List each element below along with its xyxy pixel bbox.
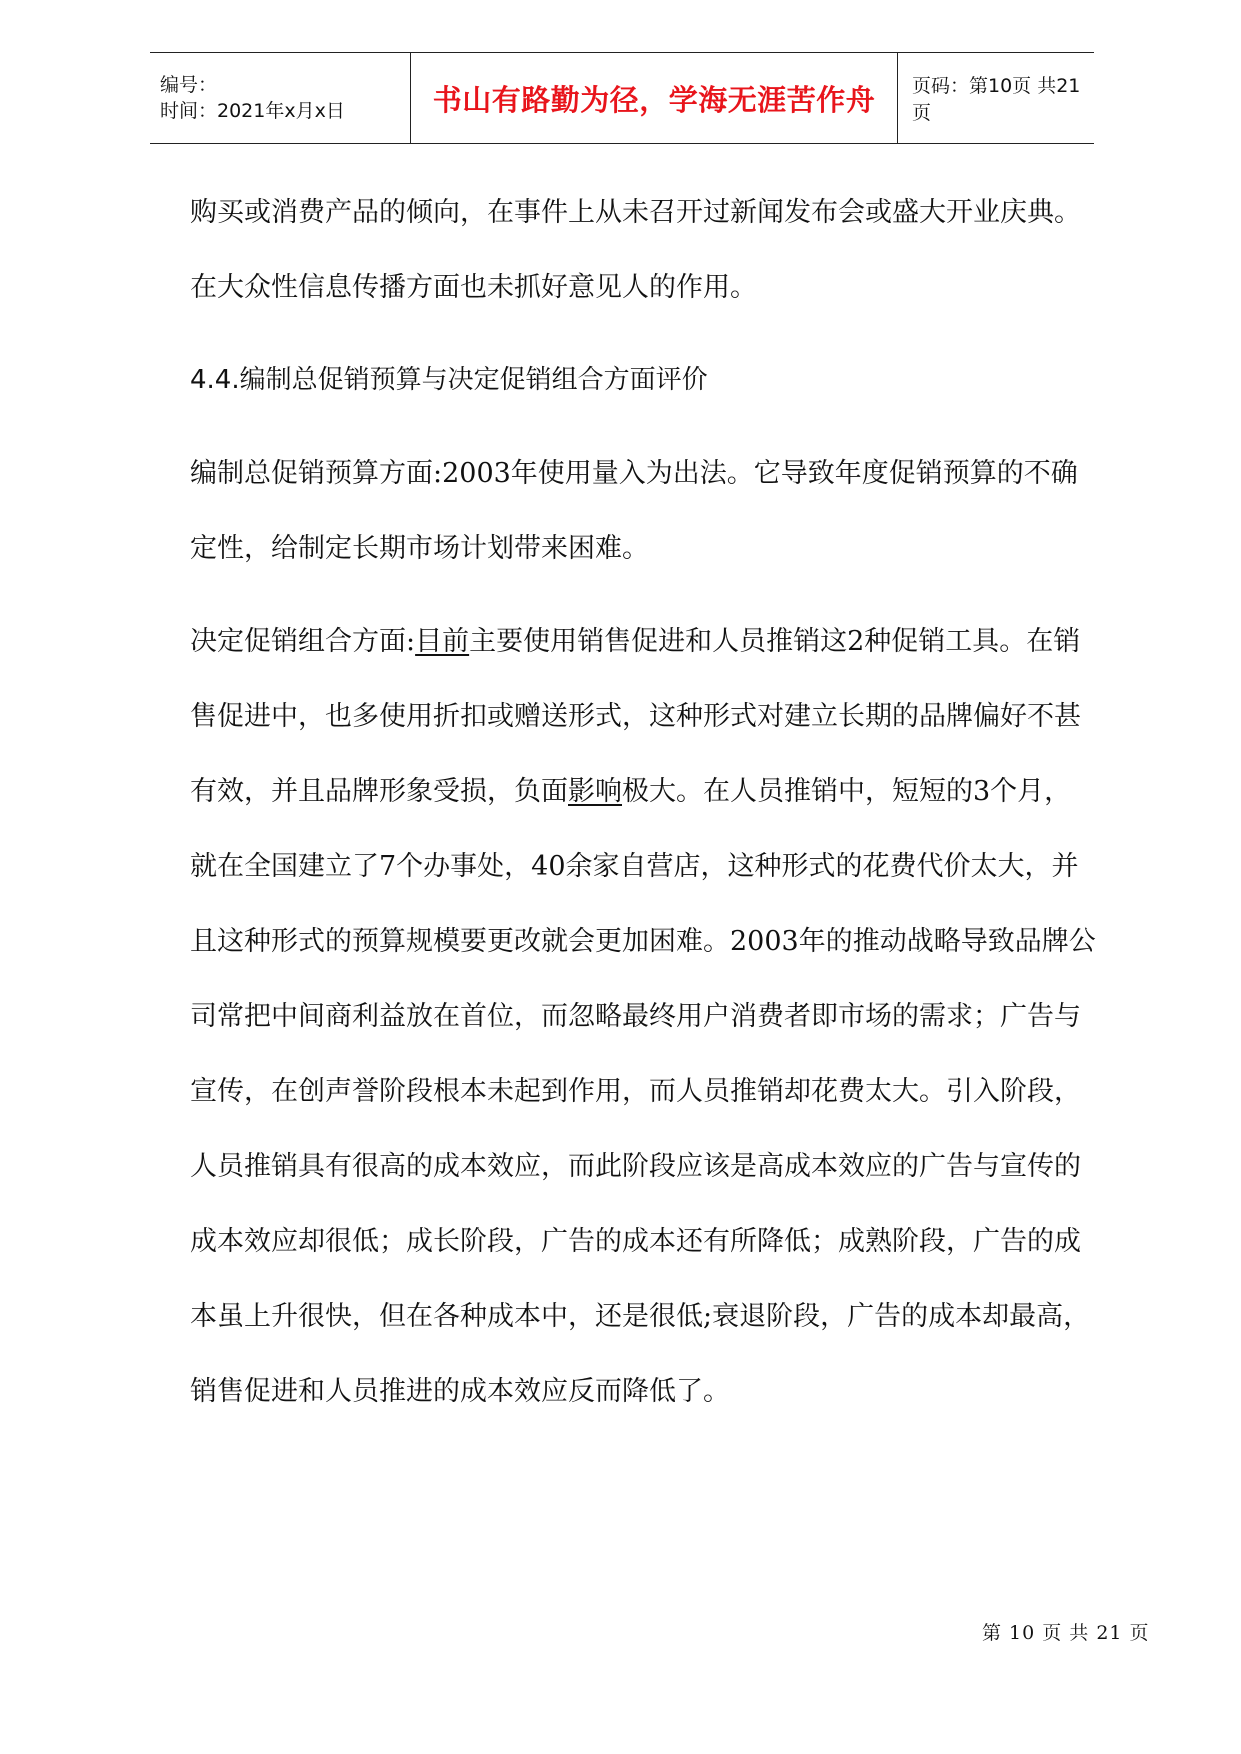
- section-heading: 4.4.编制总促销预算与决定促销组合方面评价: [190, 365, 708, 395]
- body-line: 销售促进和人员推进的成本效应反而降低了。: [190, 1376, 730, 1407]
- body-text: 有效，并且品牌形象受损，负面: [190, 776, 568, 807]
- underlined-text: 目前: [415, 626, 470, 657]
- body-line: 编制总促销预算方面:2003年使用量入为出法。它导致年度促销预算的不确: [190, 458, 1078, 489]
- underlined-text: 影响: [568, 776, 622, 807]
- document-time-label: 时间：2021年x月x日: [160, 100, 345, 122]
- body-line: 司常把中间商利益放在首位，而忽略最终用户消费者即市场的需求；广告与: [190, 1001, 1081, 1032]
- page-footer: 第 10 页 共 21 页: [982, 1622, 1150, 1644]
- header-motto-cell: [411, 53, 898, 143]
- document-number-label: 编号：: [160, 74, 218, 96]
- body-text: 主要使用销售促进和人员推销这2种促销工具。在销: [469, 626, 1081, 657]
- body-line: 售促进中，也多使用折扣或赠送形式，这种形式对建立长期的品牌偏好不甚: [190, 701, 1081, 732]
- body-line: [190, 754, 1160, 829]
- body-line: [190, 604, 1160, 679]
- body-line: 且这种形式的预算规模要更改就会更加困难。2003年的推动战略导致品牌公: [190, 926, 1096, 957]
- body-line: 就在全国建立了7个办事处，40余家自营店，这种形式的花费代价太大，并: [190, 851, 1079, 882]
- body-line: 定性，给制定长期市场计划带来困难。: [190, 533, 649, 564]
- header-page-cell: [898, 53, 1094, 143]
- body-line: 宣传，在创声誉阶段根本未起到作用，而人员推销却花费太大。引入阶段，: [190, 1076, 1081, 1107]
- body-text: 决定促销组合方面:: [190, 626, 416, 657]
- body-text: 极大。在人员推销中，短短的3个月，: [622, 776, 1072, 807]
- body-line: 在大众性信息传播方面也未抓好意见人的作用。: [190, 272, 757, 303]
- document-body: [190, 175, 1160, 1429]
- body-line: 人员推销具有很高的成本效应，而此阶段应该是高成本效应的广告与宣传的: [190, 1151, 1081, 1182]
- header-motto: 书山有路勤为径，学海无涯苦作舟: [432, 82, 876, 117]
- header-page-label: 页码：第10页 共21页: [912, 75, 1081, 124]
- body-line: 本虽上升很快，但在各种成本中，还是很低;衰退阶段，广告的成本却最高，: [190, 1301, 1091, 1332]
- page-header: [150, 52, 1094, 144]
- header-meta-cell: [150, 53, 411, 143]
- body-line: 购买或消费产品的倾向，在事件上从未召开过新闻发布会或盛大开业庆典。: [190, 197, 1081, 228]
- body-line: 成本效应却很低；成长阶段，广告的成本还有所降低；成熟阶段，广告的成: [190, 1226, 1081, 1257]
